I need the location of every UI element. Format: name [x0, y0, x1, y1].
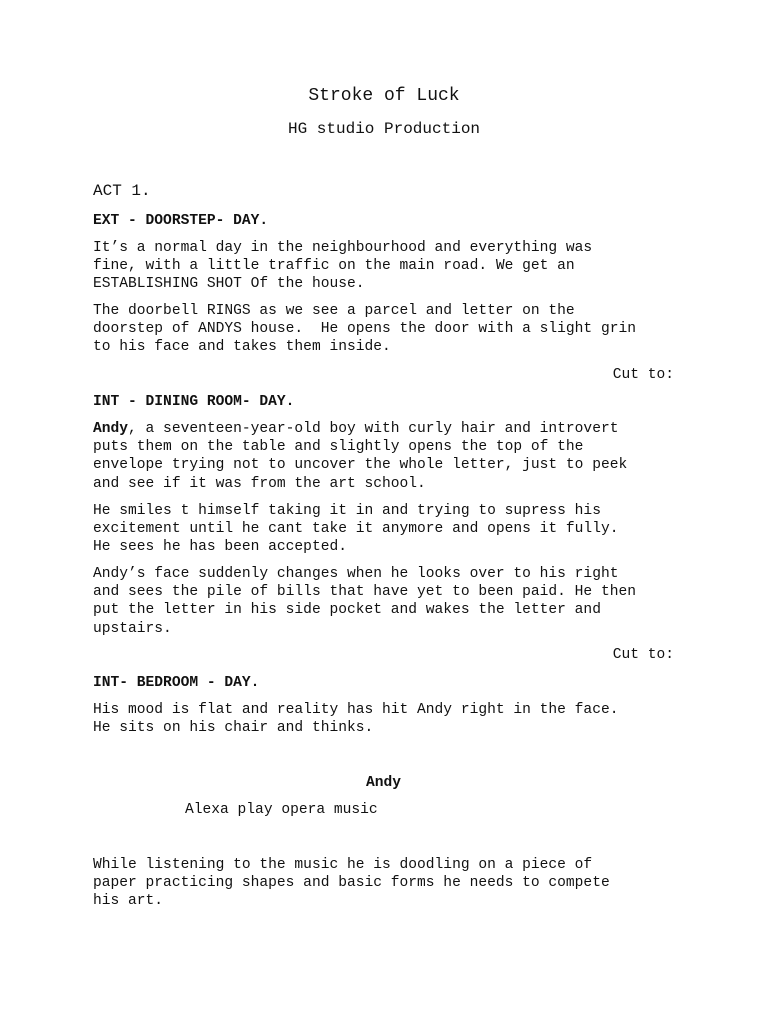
script-subtitle: HG studio Production [287, 120, 481, 138]
action-paragraph: His mood is flat and reality has hit Andy right in the face. He sits on his chair and thinks. [93, 702, 619, 737]
scene-heading: INT - DINING ROOM- DAY. [93, 394, 295, 410]
dialogue-line: Alexa play opera music [185, 802, 378, 818]
action-paragraph: Andy’s face suddenly changes when he looks over to his right and sees the pile of bills that have yet to been paid. He then put the letter in his side pocket and wakes the letter and upstairs. [93, 566, 636, 637]
dialogue-character: Andy [366, 775, 402, 791]
act-heading: ACT 1. [93, 182, 151, 200]
action-text: , a seventeen-year-old boy with curly hair and introvert puts them on the table and slightly opens the top of the envelope trying not to uncover the whole letter, just to peek and see if it was from the art school. [93, 421, 628, 492]
scene-heading: EXT - DOORSTEP- DAY. [93, 213, 269, 229]
action-paragraph: It’s a normal day in the neighbourhood and everything was fine, with a little traffic on the main road. We get an ESTABLISHING SHOT Of the house. [93, 240, 593, 293]
action-paragraph [93, 420, 627, 493]
script-title: Stroke of Luck [308, 86, 460, 106]
action-paragraph: While listening to the music he is doodling on a piece of paper practicing shapes and basic forms he needs to compete his art. [93, 857, 610, 910]
transition: Cut to: [612, 367, 674, 383]
scene-heading: INT- BEDROOM - DAY. [93, 675, 260, 691]
character-name-inline: Andy [93, 421, 129, 437]
action-paragraph: He smiles t himself taking it in and trying to supress his excitement until he cant take it anymore and opens it fully. He sees he has been accepted. [93, 503, 619, 556]
transition: Cut to: [612, 647, 674, 663]
action-paragraph: The doorbell RINGS as we see a parcel and letter on the doorstep of ANDYS house. He opens the door with a slight grin to his face and takes them inside. [93, 303, 636, 356]
